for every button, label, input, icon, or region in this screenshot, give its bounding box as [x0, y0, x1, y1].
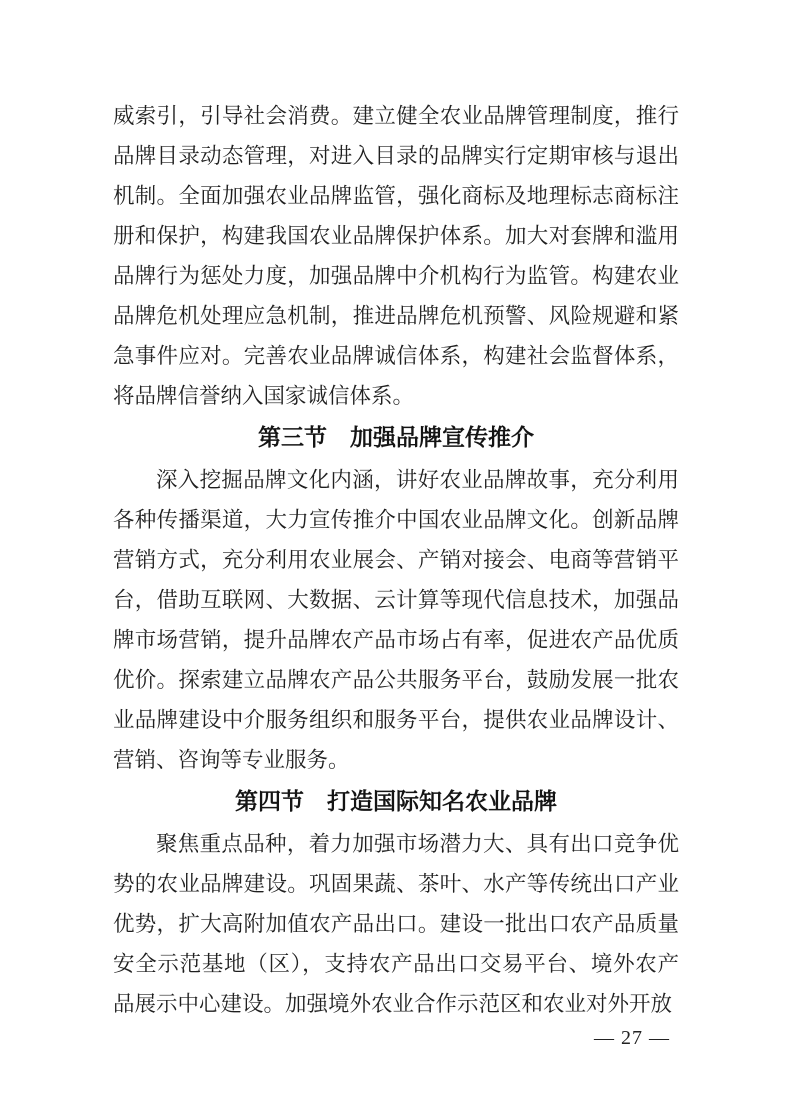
- body-paragraph: 威索引，引导社会消费。建立健全农业品牌管理制度，推行品牌目录动态管理，对进入目录的品牌实行定期审核与退出机制。全面加强农业品牌监管，强化商标及地理标志商标注册和保护，构建我国农业品牌保护体系。加大对套牌和滥用品牌行为惩处力度，加强品牌中介机构行为监管。构建农业品牌危机处理应急机制，推进品牌危机预警、风险规避和紧急事件应对。完善农业品牌诚信体系，构建社会监督体系，将品牌信誉纳入国家诚信体系。: [113, 104, 679, 408]
- body-paragraph: 聚焦重点品种，着力加强市场潜力大、具有出口竞争优势的农业品牌建设。巩固果蔬、茶叶、水产等传统出口产业优势，扩大高附加值农产品出口。建设一批出口农产品质量安全示范基地（区），支持农产品出口交易平台、境外农产品展示中心建设。加强境外农业合作示范区和农业对外开放: [113, 832, 679, 1016]
- page-number: — 27 —: [594, 1027, 670, 1049]
- body-paragraph: 深入挖掘品牌文化内涵，讲好农业品牌故事，充分利用各种传播渠道，大力宣传推介中国农业品牌文化。创新品牌营销方式，充分利用农业展会、产销对接会、电商等营销平台，借助互联网、大数据、云计算等现代信息技术，加强品牌市场营销，提升品牌农产品市场占有率，促进农产品优质优价。探索建立品牌农产品公共服务平台，鼓励发展一批农业品牌建设中介服务组织和服务平台，提供农业品牌设计、营销、咨询等专业服务。: [113, 468, 679, 772]
- document-body: [113, 96, 679, 1024]
- section-heading: 第四节 打造国际知名农业品牌: [235, 789, 557, 814]
- section-heading: 第三节 加强品牌宣传推介: [258, 425, 534, 450]
